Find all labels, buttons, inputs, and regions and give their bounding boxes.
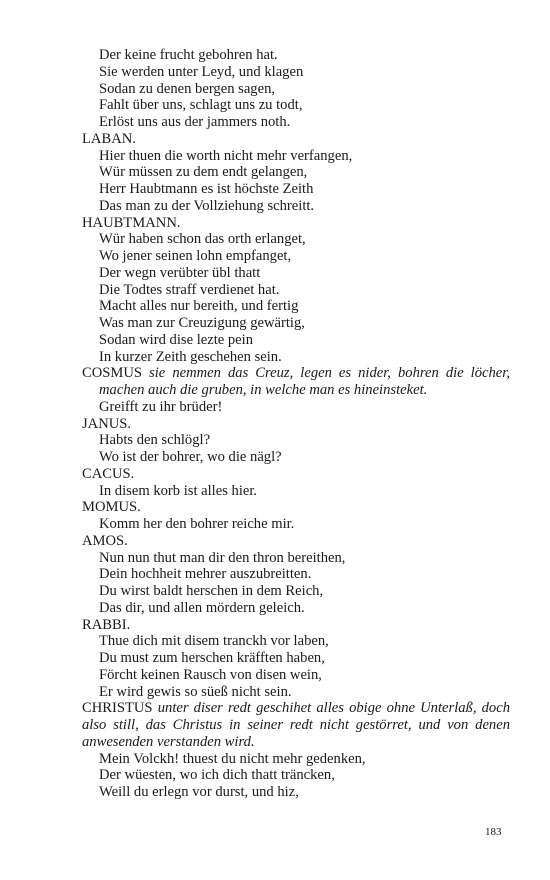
verse-line: Wür müssen zu dem endt gelangen, (99, 164, 308, 181)
verse-line: Komm her den bohrer reiche mir. (99, 516, 295, 532)
stage-direction-continued: also still, das Christus in seiner redt nicht gestörret, und von denen (82, 717, 510, 733)
verse-line: Wür haben schon das orth erlanget, (99, 231, 306, 248)
verse-line: Was man zur Creuzigung gewärtig, (99, 315, 305, 331)
verse-line: Mein Volckh! thuest du nicht mehr gedenken, (99, 750, 366, 767)
verse-line: Erlöst uns aus der jammers noth. (99, 114, 291, 130)
stage-direction-continued: machen auch die gruben, in welche man es hineinsteket. (99, 382, 428, 398)
verse-line: Greifft zu ihr brüder! (99, 398, 223, 415)
verse-line: Sodan wird dise lezte pein (99, 331, 254, 348)
verse-line: Wo ist der bohrer, wo die nägl? (99, 449, 282, 465)
verse-line: Der wegn verübter übl thatt (99, 264, 261, 281)
speaker-name: MOMUS. (82, 499, 141, 516)
main-text (82, 47, 510, 801)
verse-line: In kurzer Zeith geschehen sein. (99, 348, 282, 365)
christus-speaker-line (82, 700, 510, 717)
verse-line: Dein hochheit mehrer auszubreitten. (99, 566, 312, 583)
verse-line: Du wirst baldt herschen in dem Reich, (99, 583, 324, 599)
verse-line: Sodan zu denen bergen sagen, (99, 80, 276, 97)
verse-line: Thue dich mit disem tranckh vor laben, (99, 633, 329, 650)
speaker-name: JANUS. (82, 415, 132, 432)
verse-line: Nun nun thut man dir den thron bereithen, (99, 549, 346, 566)
cosmus-speaker-line (82, 365, 510, 382)
stage-direction: sie nemmen das Creuz, legen es nider, bohren die löcher, (149, 365, 510, 382)
verse-line: Fahlt über uns, schlagt uns zu todt, (99, 97, 303, 114)
speaker-name: HAUBTMANN. (82, 214, 181, 231)
speaker-name: AMOS. (82, 532, 128, 549)
speaker-name: CACUS. (82, 465, 135, 482)
stage-direction: unter diser redt geschihet alles obige ohne Unterlaß, doch (157, 700, 511, 717)
verse-line: Das dir, und allen mördern geleich. (99, 599, 305, 616)
verse-line: Hier thuen die worth nicht mehr verfangen, (99, 147, 353, 164)
verse-line: Förcht keinen Rausch von disen wein, (99, 666, 322, 683)
verse-line: Er wird gewis so süeß nicht sein. (99, 683, 292, 700)
verse-line: In disem korb ist alles hier. (99, 482, 258, 499)
text-block-1 (82, 47, 510, 365)
verse-line: Sie werden unter Leyd, und klagen (99, 63, 304, 80)
page-number: 183 (485, 826, 502, 838)
verse-line: Du must zum herschen kräfften haben, (99, 650, 325, 666)
verse-line: Der keine frucht gebohren hat. (99, 47, 278, 63)
verse-line: Die Todtes straff verdienet hat. (99, 281, 280, 298)
verse-line: Wo jener seinen lohn empfanget, (99, 248, 292, 264)
verse-line: Habts den schlögl? (99, 432, 211, 449)
stage-direction-continued: anwesenden verstanden wird. (82, 733, 255, 750)
text-block-3 (82, 751, 510, 801)
text-block-2 (82, 416, 510, 701)
speaker-name: COSMUS (82, 365, 143, 382)
speaker-name: RABBI. (82, 616, 131, 633)
verse-line: Macht alles nur bereith, und fertig (99, 298, 299, 315)
speaker-name: CHRISTUS (82, 700, 153, 717)
verse-line: Herr Haubtmann es ist höchste Zeith (99, 181, 314, 197)
verse-line: Das man zu der Vollziehung schreitt. (99, 197, 315, 214)
verse-line: Weill du erlegn vor durst, und hiz, (99, 784, 299, 800)
verse-line: Der wüesten, wo ich dich thatt träncken, (99, 767, 335, 784)
speaker-name: LABAN. (82, 130, 136, 147)
